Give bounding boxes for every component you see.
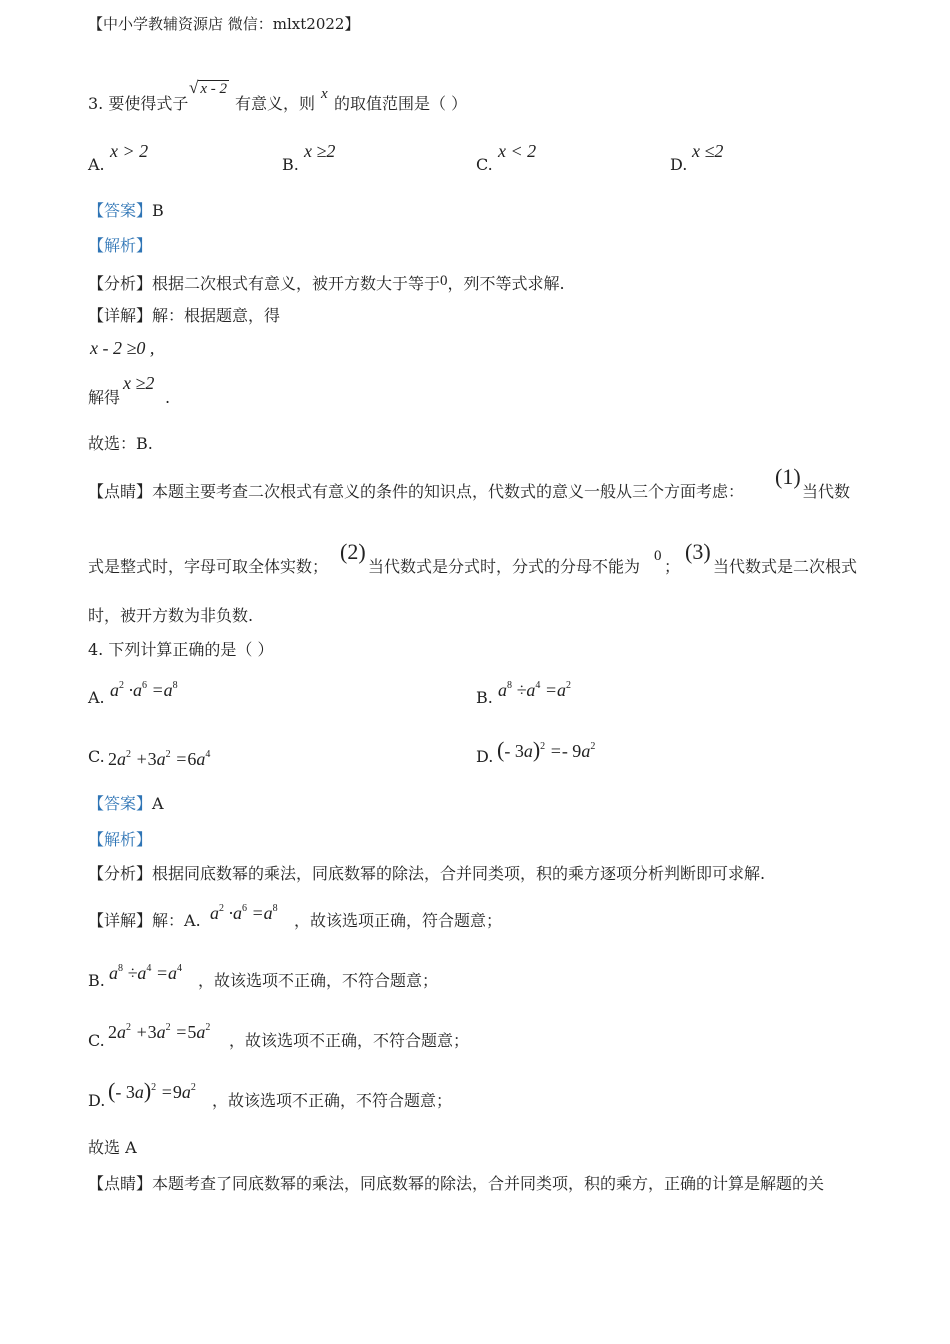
fenxi-tag: 【分析】 <box>88 274 153 293</box>
fenxi-text: 根据二次根式有意义，被开方数大于等于 <box>152 274 441 293</box>
xiangjie-a: 解：A. <box>152 911 201 930</box>
q3-dianjing-line1 <box>88 482 744 502</box>
q4-option-b-label: B. <box>476 688 493 707</box>
fenxi-tag: 【分析】 <box>88 864 153 883</box>
q4-d-label: D. <box>88 1091 106 1110</box>
q3-sqrt-expr: √ x - 2 <box>189 78 227 97</box>
answer-tag: 【答案】 <box>88 794 153 813</box>
q4-c-end: ，故该选项不正确，不符合题意； <box>229 1031 470 1050</box>
q3-dianjing-2a: 式是整式时，字母可取全体实数； <box>88 557 329 576</box>
q3-stem-middle: 有意义，则 <box>235 94 316 113</box>
dianjing-text: 本题考查了同底数幂的乘法，同底数幂的除法，合并同类项，积的乘方，正确的计算是解题的关 <box>152 1174 825 1193</box>
xiangjie-text: 解：根据题意，得 <box>152 306 281 325</box>
q3-option-a-expr: x > 2 <box>110 141 149 161</box>
q3-answer <box>88 201 164 221</box>
q4-xiangjie <box>88 911 201 931</box>
q3-jiede-end: . <box>165 388 171 407</box>
q4-b-expr: $a^8 \div a^4 =a^4$ <box>109 963 183 983</box>
q3-dianjing-2b: 当代数式是分式时，分式的分母不能为 <box>368 557 641 576</box>
q4-dianjing <box>88 1174 824 1194</box>
q3-dianjing-n3: (3) <box>685 539 711 564</box>
q3-option-b-label: B. <box>282 155 299 174</box>
q4-option-d-label: D. <box>476 747 494 766</box>
q4-c-expr: $2a^2 +3a^2 =5a^2$ <box>108 1022 211 1042</box>
page-header: 【中小学教辅资源店 微信：mlxt2022】 <box>88 15 360 33</box>
fenxi-text: 根据同底数幂的乘法，同底数幂的除法，合并同类项，积的乘方逐项分析判断即可求解. <box>152 864 766 883</box>
q4-b-label: B. <box>88 971 105 990</box>
q3-dianjing-2c: ； <box>664 557 681 576</box>
dianjing-text-1: 本题主要考查二次根式有意义的条件的知识点，代数式的意义一般从三个方面考虑： <box>152 482 745 501</box>
q4-answer <box>88 794 164 814</box>
q3-xiangjie <box>88 306 280 326</box>
dianjing-tag: 【点睛】 <box>88 1174 153 1193</box>
q4-fenxi <box>88 864 765 884</box>
fenxi-zero: 0 <box>440 273 448 289</box>
q4-c-label: C. <box>88 1031 105 1050</box>
q4-option-c-expr: $2a^2 +3a^2 =6a^4$ <box>108 749 211 769</box>
q4-option-c-label: C. <box>88 747 105 766</box>
q3-option-a-label: A. <box>88 155 105 174</box>
q4-analysis-tag: 【解析】 <box>88 830 153 849</box>
q3-dianjing-2d: 当代数式是二次根式 <box>713 557 858 576</box>
q3-jiede: 解得 <box>88 388 121 407</box>
question-4-stem: 4. 下列计算正确的是（ ） <box>88 640 274 659</box>
dianjing-tag: 【点睛】 <box>88 482 153 501</box>
answer-value: A <box>152 794 164 813</box>
q4-d-expr: (- $3a)^2 =9a^2$ <box>108 1078 196 1103</box>
xiangjie-tag: 【详解】 <box>88 911 153 930</box>
q3-stem-var: x <box>321 86 328 102</box>
q3-option-b-expr: x ≥2 <box>304 141 336 161</box>
question-3-stem <box>88 94 188 114</box>
q3-inequality: x - 2 ≥0 , <box>90 338 155 358</box>
q3-dianjing-n1: (1) <box>775 464 801 489</box>
q3-sqrt-radicand: x - 2 <box>200 81 227 97</box>
q4-d-end: ，故该选项不正确，不符合题意； <box>212 1091 453 1110</box>
q3-analysis-tag: 【解析】 <box>88 236 153 255</box>
q3-option-c-label: C. <box>476 155 493 174</box>
q3-option-d-label: D. <box>670 155 688 174</box>
xiangjie-tag: 【详解】 <box>88 306 153 325</box>
q4-xiangjie-a-expr: $a^2 \cdot a^6 =a^8$ <box>210 903 278 923</box>
q3-jiede-expr: x ≥2 <box>123 373 155 393</box>
q4-option-d-expr: (- $3a)^2 =- 9a^2$ <box>497 737 596 762</box>
q4-guxuan: 故选 A <box>88 1138 137 1157</box>
answer-tag: 【答案】 <box>88 201 153 220</box>
q3-option-c-expr: x < 2 <box>498 141 537 161</box>
q4-option-a-label: A. <box>88 688 105 707</box>
fenxi-end: ，列不等式求解. <box>447 274 565 293</box>
q3-fenxi <box>88 271 565 294</box>
q4-option-b-expr: $a^8 \div a^4 =a^2$ <box>498 680 572 700</box>
q3-dianjing-zero: 0 <box>654 548 662 564</box>
q3-stem-prefix: 3. 要使得式子 <box>88 94 189 113</box>
answer-value: B <box>152 201 164 220</box>
q4-option-a-expr: $a^2 \cdot a^6 =a^8$ <box>110 680 178 700</box>
q4-xiangjie-a-end: ，故该选项正确，符合题意； <box>294 911 503 930</box>
q3-guxuan: 故选：B. <box>88 434 153 453</box>
q3-option-d-expr: x ≤2 <box>692 141 724 161</box>
q3-dianjing-n2: (2) <box>340 539 366 564</box>
q3-stem-suffix: 的取值范围是（ ） <box>334 94 468 113</box>
q4-b-end: ，故该选项不正确，不符合题意； <box>198 971 439 990</box>
q3-dianjing-3: 时，被开方数为非负数. <box>88 606 254 625</box>
q3-dianjing-1b: 当代数 <box>802 482 851 501</box>
